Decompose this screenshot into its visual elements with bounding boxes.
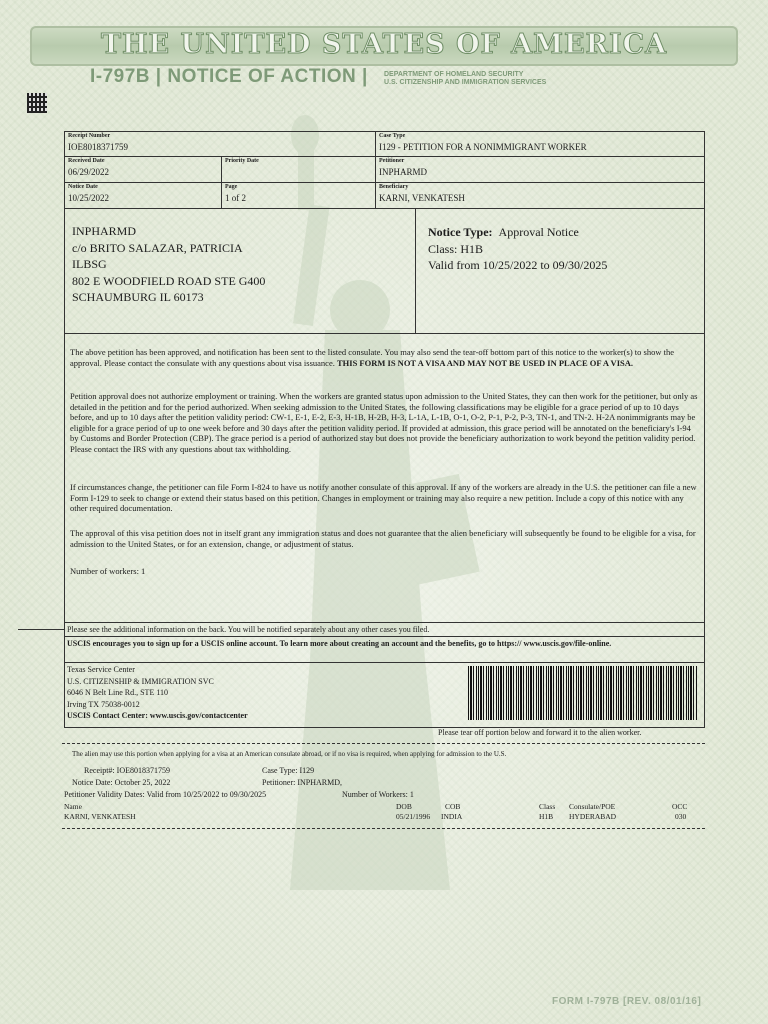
page-number: 1 of 2 bbox=[225, 193, 246, 203]
col-name-header: Name bbox=[64, 802, 82, 811]
mailing-address bbox=[72, 223, 265, 306]
receipt-number-cell bbox=[64, 131, 376, 157]
row-occ: 030 bbox=[675, 812, 687, 821]
case-type: I129 - PETITION FOR A NONIMMIGRANT WORKER bbox=[379, 142, 587, 152]
contact-center: USCIS Contact Center: www.uscis.gov/contactcenter bbox=[67, 711, 248, 720]
country-banner bbox=[30, 26, 738, 66]
notice-type-block bbox=[428, 224, 607, 274]
row-class: H1B bbox=[539, 812, 554, 821]
tear-off-receipt: Receipt#: IOE8018371759 bbox=[84, 766, 170, 775]
service-center-address bbox=[67, 664, 248, 722]
not-a-visa-warning: THIS FORM IS NOT A VISA AND MAY NOT BE USED IN PLACE OF A VISA. bbox=[336, 357, 633, 368]
service-center-line-2: U.S. CITIZENSHIP & IMMIGRATION SVC bbox=[67, 676, 214, 686]
col-consulate-header: Consulate/POE bbox=[569, 802, 616, 811]
address-line-5: SCHAUMBURG IL 60173 bbox=[72, 290, 204, 304]
paragraph-circumstances: If circumstances change, the petitioner can file Form I-824 to have us notify another consulate of this approval. If any of the workers are already in the U.S. the petitioner can file a new Form I-129 to seek to change or extend their status based on this petition. Changes in employment or training may also require a new petition. Include a copy of this notice with any other required documentation. bbox=[70, 482, 697, 513]
beneficiary-label: Beneficiary bbox=[379, 184, 409, 190]
priority-date-cell bbox=[221, 156, 376, 183]
page-label: Page bbox=[225, 184, 238, 190]
see-back-notice: Please see the additional information on the back. You will be notified separately about any other cases you filed. bbox=[67, 625, 430, 634]
petitioner: INPHARMD bbox=[379, 167, 428, 177]
number-of-workers: Number of workers: 1 bbox=[70, 566, 146, 576]
tear-off-petitioner: Petitioner: INPHARMD, bbox=[262, 778, 342, 787]
info-divider bbox=[64, 636, 705, 637]
petitioner-label: Petitioner bbox=[379, 158, 405, 164]
address-line-4: 802 E WOODFIELD ROAD STE G400 bbox=[72, 273, 266, 288]
department-name bbox=[384, 71, 546, 87]
beneficiary-cell bbox=[375, 182, 705, 209]
receipt-number: IOE8018371759 bbox=[68, 142, 128, 152]
notice-date-label: Notice Date bbox=[68, 184, 98, 190]
row-consulate: HYDERABAD bbox=[569, 812, 617, 821]
form-title: I-797B | NOTICE OF ACTION | bbox=[90, 66, 368, 87]
info-divider-2 bbox=[64, 662, 705, 663]
address-line-2: c/o BRITO SALAZAR, PATRICIA bbox=[72, 240, 243, 255]
col-cob-header: COB bbox=[445, 802, 461, 811]
paragraph-approval bbox=[70, 347, 700, 368]
notice-validity: Valid from 10/25/2022 to 09/30/2025 bbox=[428, 258, 608, 272]
uscis-online-notice: USCIS encourages you to sign up for a USCIS online account. To learn more about creating an account and the benefits, go to https:// www.uscis.gov/file-online. bbox=[67, 639, 612, 648]
priority-date-label: Priority Date bbox=[225, 158, 259, 164]
case-type-label: Case Type bbox=[379, 133, 406, 139]
address-line-1: INPHARMD bbox=[72, 224, 137, 238]
tear-off-case-type: Case Type: I129 bbox=[262, 766, 315, 775]
address-line-3: ILBSG bbox=[72, 257, 107, 271]
tear-off-validity: Petitioner Validity Dates: Valid from 10/25/2022 to 09/30/2025 bbox=[64, 790, 267, 799]
tear-off-intro: The alien may use this portion when applying for a visa at an American consulate abroad, or if no visa is required, when applying for admission to the U.S. bbox=[72, 750, 507, 758]
notice-type-label: Notice Type: bbox=[428, 225, 493, 239]
fold-mark bbox=[18, 629, 64, 630]
tear-off-instruction: Please tear off portion below and forward it to the alien worker. bbox=[438, 728, 642, 737]
tear-off-workers: Number of Workers: 1 bbox=[342, 790, 414, 799]
received-date-cell bbox=[64, 156, 222, 183]
beneficiary: KARNI, VENKATESH bbox=[379, 193, 465, 203]
received-date-label: Received Date bbox=[68, 158, 105, 164]
approval-text: The above petition has been approved, and notification has been sent to the listed consulate. You may also send the tear-off bottom part of this notice to the worker(s) to show the approval. Please contact the consulate with any questions about visa issuance. bbox=[70, 347, 674, 368]
department-line-2: U.S. CITIZENSHIP AND IMMIGRATION SERVICES bbox=[384, 79, 547, 86]
notice-class: Class: H1B bbox=[428, 241, 484, 256]
received-date: 06/29/2022 bbox=[68, 167, 110, 177]
qr-code bbox=[27, 93, 47, 113]
service-center-name: Texas Service Center bbox=[67, 665, 135, 674]
row-cob: INDIA bbox=[441, 812, 463, 821]
notice-date: 10/25/2022 bbox=[68, 193, 110, 203]
col-occ-header: OCC bbox=[672, 802, 688, 811]
receipt-number-label: Receipt Number bbox=[68, 133, 111, 139]
banner-text: THE UNITED STATES OF AMERICA bbox=[100, 29, 668, 60]
paragraph-status: The approval of this visa petition does not in itself grant any immigration status and does not guarantee that the alien beneficiary will subsequently be found to be eligible for a visa, for admission to the United States, or for an extension, change, or adjustment of status. bbox=[70, 528, 696, 549]
col-class-header: Class bbox=[539, 802, 556, 811]
service-center-line-4: Irving TX 75038-0012 bbox=[67, 699, 140, 709]
row-dob: 05/21/1996 bbox=[396, 812, 431, 821]
petitioner-cell bbox=[375, 156, 705, 183]
paragraph-employment: Petition approval does not authorize employment or training. When the workers are granted status upon admission to the United States, they can then work for the petitioner, but only as detailed in the petition and for the period authorized. When seeking admission to the United States, the following classifications may be eligible for a grace period of up to 10 days before, and up to 10 days after the petition validity period: CW-1, E-1, E-2, E-3, H-1B, H-2B, H-3, L-1A, L-1B, O-1, O-2, P-1, P-2, P-3, TN-1, and TN-2. H-2A nonimmigrants may be eligible for a grace period of up to one week before and 30 days after the petition validity period. If provided at admission, this grace period will be annotated on the beneficiary's I-94 by Customs and Border Protection (CBP). The grace period is a period of authorized stay but does not provide the beneficiary authorization to work beyond the petition validity period. Please contact the IRS with any questions about tax withholding. bbox=[70, 391, 698, 454]
service-center-line-3: 6046 N Belt Line Rd., STE 110 bbox=[67, 688, 169, 697]
row-name: KARNI, VENKATESH bbox=[64, 812, 136, 821]
department-line-1: DEPARTMENT OF HOMELAND SECURITY bbox=[384, 71, 524, 78]
col-dob-header: DOB bbox=[396, 802, 412, 811]
notice-date-cell bbox=[64, 182, 222, 209]
block-divider bbox=[415, 208, 416, 334]
form-revision: FORM I-797B [REV. 08/01/16] bbox=[552, 996, 702, 1007]
notice-type: Approval Notice bbox=[498, 225, 579, 239]
page-cell bbox=[221, 182, 376, 209]
case-type-cell bbox=[375, 131, 705, 157]
receipt-barcode bbox=[468, 666, 698, 720]
body-block bbox=[64, 333, 705, 623]
tear-off-notice-date: Notice Date: October 25, 2022 bbox=[72, 778, 171, 787]
